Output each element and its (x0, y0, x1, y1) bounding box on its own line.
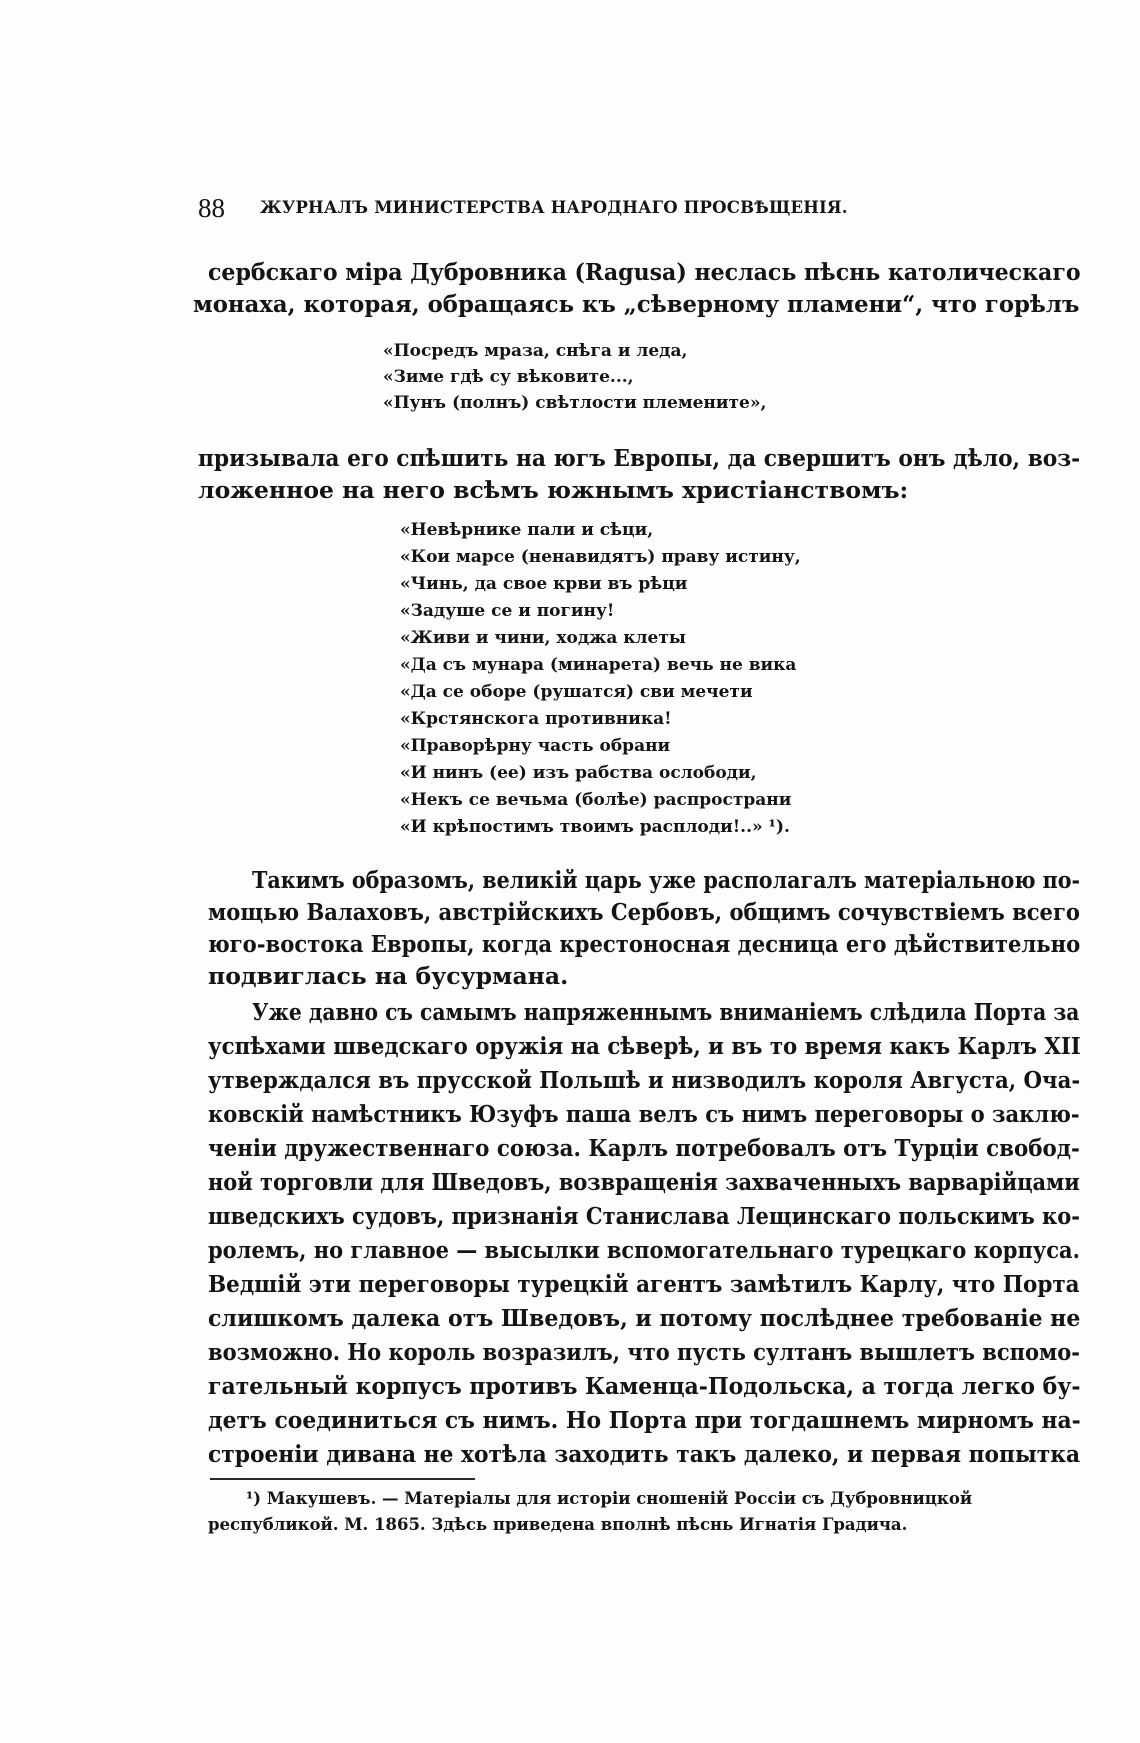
verse-line: «Праворѣрну часть обрани (400, 736, 671, 756)
verse-line: «Живи и чини, ходжа клеты (400, 628, 686, 648)
page-number: 88 (198, 193, 225, 223)
paragraph-line: слишкомъ далека отъ Шведовъ, и потому послѣднее требованіе не (208, 1304, 1081, 1332)
paragraph-line: гательный корпусъ противъ Каменца-Подольска, а тогда легко бу- (208, 1372, 1081, 1400)
verse-line: «Да се оборе (рушатся) сви мечети (400, 682, 753, 702)
verse-line: «Кои марсе (ненавидятъ) праву истину, (400, 547, 801, 567)
paragraph-line: детъ соединиться съ нимъ. Но Порта при тогдашнемъ мирномъ на- (208, 1406, 1081, 1434)
verse-line: «И нинъ (ее) изъ рабства ослободи, (400, 763, 757, 783)
footnote-line: ¹) Макушевъ. — Матеріалы для исторіи сношеній Россіи съ Дубровницкой (246, 1489, 973, 1508)
intro-line: сербскаго міра Дубровника (Ragusa) неслась пѣснь католическаго (208, 258, 1081, 286)
verse-line: «Чинь, да свое крви въ рѣци (400, 574, 688, 594)
paragraph-line: призывала его спѣшить на югъ Европы, да свершитъ онъ дѣло, воз- (198, 444, 1081, 472)
verse-line: «Да съ мунара (минарета) вечь не вика (400, 655, 797, 675)
verse-line: «Невѣрнике пали и сѣци, (400, 520, 654, 540)
paragraph-line: успѣхами шведскаго оружія на сѣверѣ, и въ то время какъ Карлъ XII (208, 1032, 1081, 1060)
paragraph-line: Уже давно съ самымъ напряженнымъ вниманіемъ слѣдила Порта за (252, 998, 1080, 1026)
paragraph-line: ченіи дружественнаго союза. Карлъ потребовалъ отъ Турціи свобод- (208, 1134, 1080, 1162)
paragraph-line: строеніи дивана не хотѣла заходить такъ далеко, и первая попытка (208, 1440, 1081, 1468)
paragraph-line: юго-востока Европы, когда крестоносная десница его дѣйствительно (208, 930, 1081, 958)
paragraph-line: Ведшій эти переговоры турецкій агентъ замѣтилъ Карлу, что Порта (208, 1270, 1080, 1298)
verse-line: «Некъ се вечьма (болѣе) распространи (400, 790, 792, 810)
paragraph-line: ковскій намѣстникъ Юзуфъ паша велъ съ нимъ переговоры о заклю- (208, 1100, 1080, 1128)
footnote-rule (210, 1478, 475, 1480)
paragraph-line: мощью Валаховъ, австрійскихъ Сербовъ, общимъ сочувствіемъ всего (208, 898, 1080, 926)
verse-line: «Зиме гдѣ су вѣковите..., (383, 367, 634, 387)
verse-line: «Крстянскога противника! (400, 709, 672, 729)
footnote-line: республикой. М. 1865. Здѣсь приведена вполнѣ пѣснь Игнатія Градича. (208, 1515, 908, 1534)
paragraph-line: возможно. Но король возразилъ, что пусть султанъ вышлетъ вспомо- (208, 1338, 1080, 1366)
page-header (198, 193, 1038, 233)
intro-line: монаха, которая, обращаясь къ „сѣверному пламени“, что горѣлъ (193, 290, 1080, 318)
verse-line: «Посредъ мраза, снѣга и леда, (383, 341, 688, 361)
running-head: ЖУРНАЛЪ МИНИСТЕРСТВА НАРОДНАГО ПРОСВѢЩЕНІЯ. (260, 198, 848, 217)
paragraph-line: ролемъ, но главное — высылки вспомогательнаго турецкаго корпуса. (208, 1236, 1080, 1264)
paragraph-line: Такимъ образомъ, великій царь уже располагалъ матеріальною по- (252, 866, 1081, 894)
verse-line: «Пунъ (полнъ) свѣтлости племените», (383, 393, 767, 413)
paragraph-line: подвиглась на бусурмана. (208, 962, 569, 990)
verse-line: «Задуше се и погину! (400, 601, 615, 621)
paragraph-line: ной торговли для Шведовъ, возвращенія захваченныхъ варварійцами (208, 1168, 1080, 1196)
verse-line: «И крѣпостимъ твоимъ расплоди!..» ¹). (400, 817, 790, 837)
paragraph-line: утверждался въ прусской Польшѣ и низводилъ короля Августа, Оча- (208, 1066, 1081, 1094)
paragraph-line: шведскихъ судовъ, признанія Станислава Лещинскаго польскимъ ко- (208, 1202, 1080, 1230)
paragraph-line: ложенное на него всѣмъ южнымъ христіанствомъ: (198, 476, 909, 504)
